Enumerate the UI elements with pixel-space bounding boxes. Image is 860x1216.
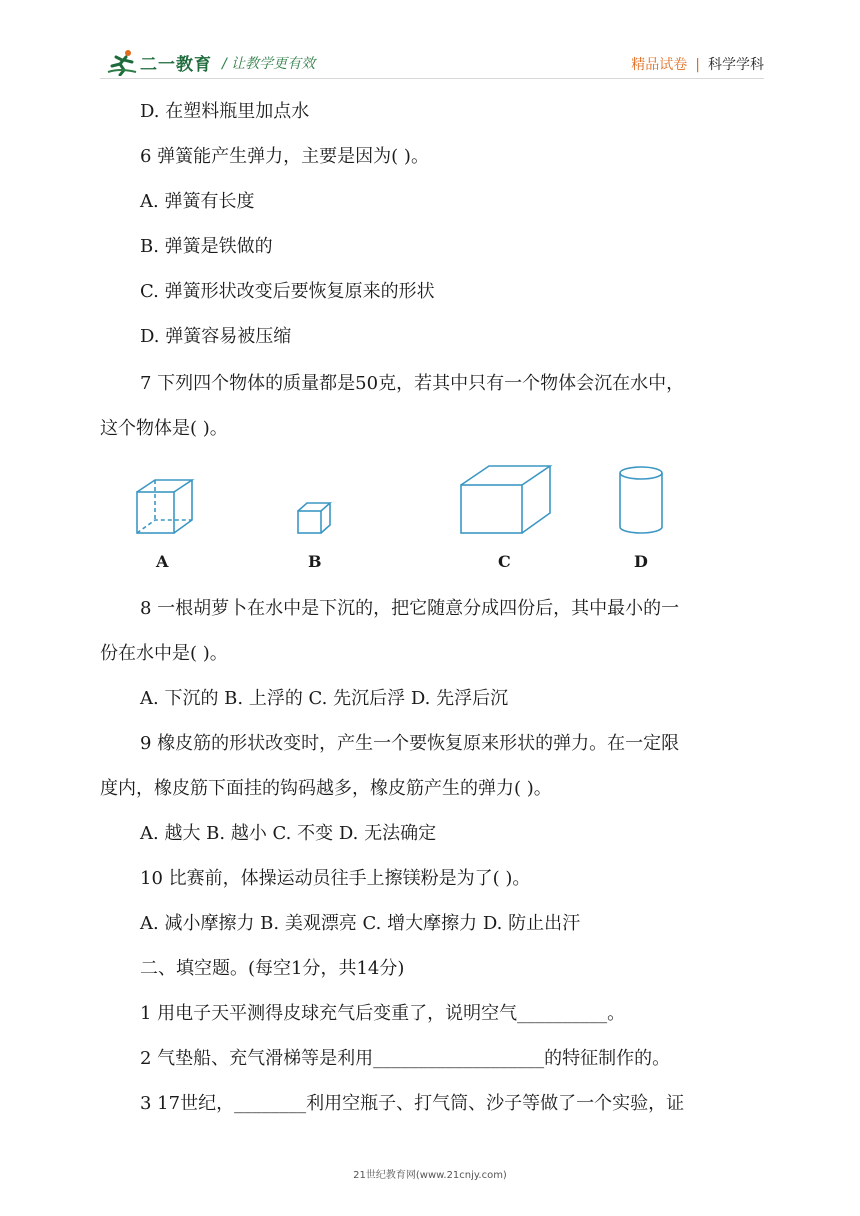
question-text: 3 17世纪，________利用空瓶子、打气筒、沙子等做了一个实验，证 (140, 1093, 685, 1114)
section-heading: 二、填空题。(每空1分，共14分) (140, 958, 405, 979)
objects-drawing (100, 460, 740, 550)
header-right (631, 54, 764, 74)
option-text: A. 减小摩擦力 B. 美观漂亮 C. 增大摩擦力 D. 防止出汗 (140, 913, 581, 934)
question-text: 9 橡皮筋的形状改变时，产生一个要恢复原来形状的弹力。在一定限 (140, 733, 680, 754)
question-text: 度内，橡皮筋下面挂的钩码越多，橡皮筋产生的弹力( )。 (100, 778, 552, 799)
subject-label: 科学学科 (708, 57, 764, 73)
option-text: C. 弹簧形状改变后要恢复原来的形状 (140, 281, 435, 302)
question-text: 这个物体是( )。 (100, 418, 228, 439)
question-text: 1 用电子天平测得皮球充气后变重了，说明空气__________。 (140, 1003, 626, 1024)
box-c (461, 466, 550, 533)
cube-b (298, 503, 330, 533)
slogan: / 让教学更有效 (222, 56, 316, 72)
figure-label-b: B (308, 552, 322, 571)
question-text: 6 弹簧能产生弹力，主要是因为( )。 (140, 146, 429, 167)
option-text: A. 弹簧有长度 (140, 191, 255, 212)
question-text: D. 在塑料瓶里加点水 (140, 101, 310, 122)
figure-label-c: C (498, 552, 511, 571)
runner-logo-icon (106, 48, 140, 76)
page-header (100, 42, 764, 79)
question-text: 8 一根胡萝卜在水中是下沉的，把它随意分成四份后，其中最小的一 (140, 598, 680, 619)
question-text: 2 气垫船、充气滑梯等是利用___________________的特征制作的。 (140, 1048, 671, 1069)
question-text: 10 比赛前，体操运动员往手上擦镁粉是为了( )。 (140, 868, 531, 889)
logo-text: 二一教育 (140, 55, 212, 75)
exam-type-label: 精品试卷 (631, 57, 688, 73)
objects-figure (100, 460, 740, 580)
option-text: D. 弹簧容易被压缩 (140, 326, 292, 347)
page-footer: 21世纪教育网(www.21cnjy.com) (353, 1170, 507, 1181)
option-text: A. 越大 B. 越小 C. 不变 D. 无法确定 (140, 823, 437, 844)
cube-a (137, 480, 192, 533)
option-text: B. 弹簧是铁做的 (140, 236, 273, 257)
figure-label-a: A (156, 552, 169, 571)
question-text: 7 下列四个物体的质量都是50克，若其中只有一个物体会沉在水中， (140, 373, 685, 394)
cylinder-d (620, 467, 662, 533)
question-text: 份在水中是( )。 (100, 643, 228, 664)
option-text: A. 下沉的 B. 上浮的 C. 先沉后浮 D. 先浮后沉 (140, 688, 509, 709)
header-separator: | (695, 57, 700, 73)
figure-label-d: D (634, 552, 648, 571)
